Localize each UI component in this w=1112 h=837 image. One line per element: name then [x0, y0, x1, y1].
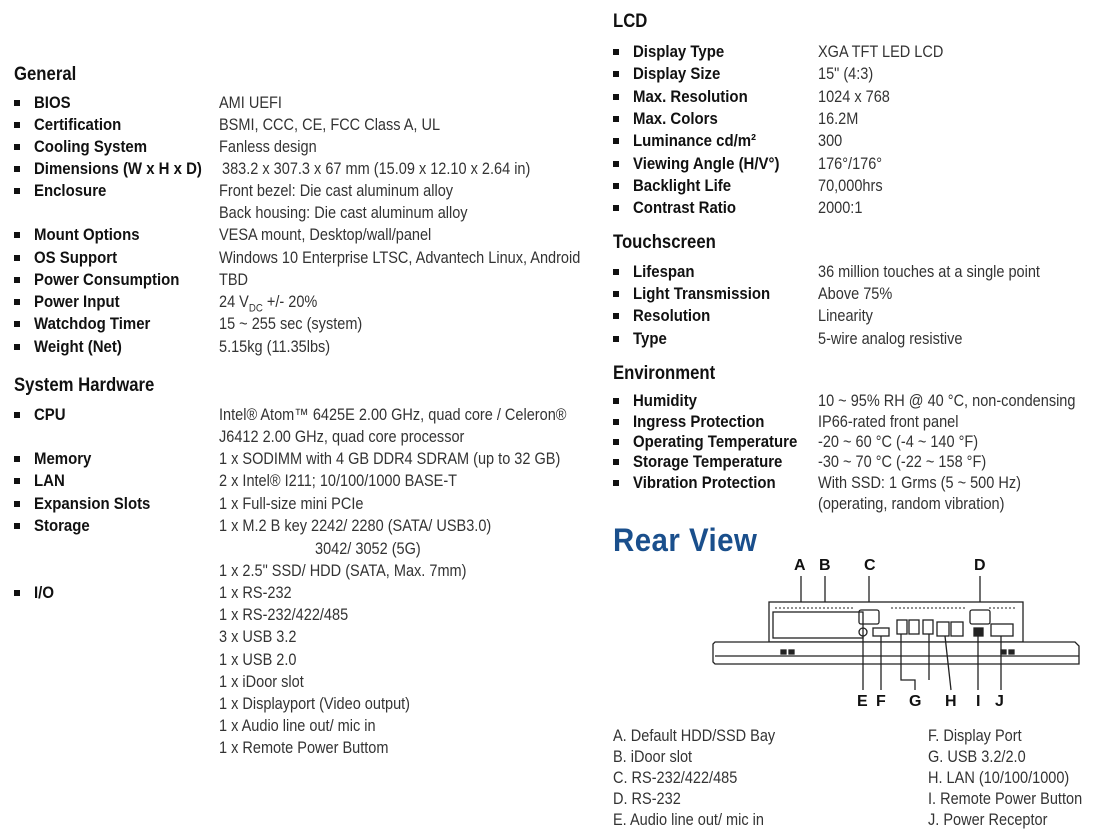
spec-value: 2 x Intel® I211; 10/100/1000 BASE-T: [219, 472, 458, 490]
rear-panel-diagram: [705, 572, 1095, 697]
spec-label: BIOS: [34, 93, 71, 112]
bullet: [14, 144, 20, 150]
spec-label: Light Transmission: [633, 284, 771, 304]
spec-label: Power Consumption: [34, 270, 180, 289]
spec-value: -30 ~ 70 °C (-22 ~ 158 °F): [818, 453, 987, 471]
bullet: [14, 456, 20, 462]
legend-item: G. USB 3.2/2.0: [928, 748, 1026, 766]
legend-item: J. Power Receptor: [928, 811, 1048, 829]
spec-label: Backlight Life: [633, 175, 732, 195]
bullet: [613, 419, 619, 425]
bullet: [14, 321, 20, 327]
spec-value: 1 x Displayport (Video output): [219, 695, 411, 713]
spec-value: 1 x Full-size mini PCIe: [219, 495, 364, 513]
spec-value: 1 x Audio line out/ mic in: [219, 717, 376, 736]
spec-value: 1 x RS-232: [219, 584, 292, 602]
spec-value: 1 x RS-232/422/485: [219, 606, 349, 625]
bullet: [613, 116, 619, 122]
diagram-label-h: H: [945, 693, 957, 710]
spec-label: Watchdog Timer: [34, 314, 151, 333]
legend-item: I. Remote Power Button: [928, 790, 1083, 808]
bullet: [14, 299, 20, 305]
bullet: [14, 478, 20, 484]
spec-value: 1 x 2.5" SSD/ HDD (SATA, Max. 7mm): [219, 562, 467, 580]
spec-value: With SSD: 1 Grms (5 ~ 500 Hz): [818, 474, 1021, 492]
spec-value: Intel® Atom™ 6425E 2.00 GHz, quad core / Celeron®: [219, 406, 567, 424]
bullet: [613, 398, 619, 404]
spec-value: 1 x Remote Power Buttom: [219, 739, 389, 758]
bullet: [613, 138, 619, 144]
spec-label: Luminance cd/m²: [633, 131, 757, 151]
spec-label: Type: [633, 328, 667, 348]
spec-label: Memory: [34, 449, 92, 468]
legend-item: E. Audio line out/ mic in: [613, 811, 764, 829]
spec-value: XGA TFT LED LCD: [818, 43, 944, 61]
bullet: [613, 183, 619, 189]
bullet: [14, 277, 20, 283]
legend-item: B. iDoor slot: [613, 748, 693, 766]
bullet: [613, 269, 619, 275]
spec-label: Contrast Ratio: [633, 198, 737, 218]
spec-value: 1 x USB 2.0: [219, 650, 297, 669]
spec-value: TBD: [219, 271, 249, 289]
spec-label: Viewing Angle (H/V°): [633, 153, 780, 173]
spec-value: Windows 10 Enterprise LTSC, Advantech Linux, Android: [219, 249, 581, 267]
spec-label: Ingress Protection: [633, 412, 765, 431]
bullet: [613, 439, 619, 445]
spec-value: BSMI, CCC, CE, FCC Class A, UL: [219, 116, 441, 134]
spec-value: 36 million touches at a single point: [818, 263, 1040, 281]
spec-value: 1 x M.2 B key 2242/ 2280 (SATA/ USB3.0): [219, 517, 492, 535]
spec-value: Above 75%: [818, 285, 893, 304]
bullet: [14, 100, 20, 106]
spec-value: 176°/176°: [818, 154, 883, 173]
diagram-label-a: A: [794, 557, 806, 574]
spec-label: I/O: [34, 583, 54, 602]
spec-value: Fanless design: [219, 138, 317, 156]
spec-value: 300: [818, 132, 843, 151]
spec-label: Lifespan: [633, 262, 695, 281]
spec-label: Dimensions (W x H x D): [34, 159, 202, 178]
diagram-label-c: C: [864, 557, 876, 574]
spec-label: Humidity: [633, 391, 698, 410]
spec-value: (operating, random vibration): [818, 495, 1005, 513]
spec-value: 3 x USB 3.2: [219, 628, 297, 647]
spec-value: Linearity: [818, 307, 873, 326]
bullet: [14, 501, 20, 507]
spec-label: Expansion Slots: [34, 494, 151, 513]
spec-label: Operating Temperature: [633, 432, 798, 451]
bullet: [613, 49, 619, 55]
spec-value: Back housing: Die cast aluminum alloy: [219, 204, 468, 222]
spec-value: 70,000hrs: [818, 176, 883, 195]
diagram-label-g: G: [909, 693, 922, 710]
spec-label: OS Support: [34, 248, 118, 267]
spec-value: 15" (4:3): [818, 65, 874, 84]
legend-item: D. RS-232: [613, 790, 681, 808]
bullet: [613, 313, 619, 319]
spec-label: Cooling System: [34, 137, 148, 156]
diagram-label-b: B: [819, 557, 831, 574]
spec-label: Enclosure: [34, 181, 107, 200]
spec-label: Display Type: [633, 42, 725, 61]
diagram-label-f: F: [876, 693, 886, 710]
spec-label: Display Size: [633, 64, 721, 84]
spec-value: 1 x SODIMM with 4 GB DDR4 SDRAM (up to 32 GB): [219, 450, 561, 468]
spec-value: 3042/ 3052 (5G): [315, 540, 421, 558]
spec-value: 16.2M: [818, 109, 859, 128]
general-title: General: [14, 64, 77, 85]
bullet: [613, 161, 619, 167]
diagram-label-j: J: [995, 693, 1004, 710]
spec-value: -20 ~ 60 °C (-4 ~ 140 °F): [818, 433, 979, 451]
spec-value: 5-wire analog resistive: [818, 329, 963, 348]
spec-value: 15 ~ 255 sec (system): [219, 315, 363, 333]
bullet: [14, 255, 20, 261]
bullet: [613, 480, 619, 486]
spec-value: J6412 2.00 GHz, quad core processor: [219, 428, 465, 446]
bullet: [613, 459, 619, 465]
spec-label: Mount Options: [34, 225, 140, 244]
lcd-title: LCD: [613, 11, 648, 32]
bullet: [613, 336, 619, 342]
system-hardware-title: System Hardware: [14, 375, 155, 396]
spec-value: 1024 x 768: [818, 87, 890, 106]
legend-item: C. RS-232/422/485: [613, 769, 738, 787]
spec-value: 24 $V_{DC}$ +/- 20%: [219, 293, 318, 315]
bullet: [613, 205, 619, 211]
spec-label: LAN: [34, 471, 65, 490]
bullet: [14, 344, 20, 350]
spec-label: Vibration Protection: [633, 473, 776, 492]
diagram-label-i: I: [976, 693, 981, 710]
bullet: [14, 590, 20, 596]
spec-value: 1 x iDoor slot: [219, 672, 304, 691]
spec-label: Storage: [34, 516, 90, 535]
spec-label: Max. Resolution: [633, 86, 748, 106]
spec-value: 2000:1: [818, 199, 863, 218]
spec-label: Max. Colors: [633, 108, 718, 128]
touchscreen-title: Touchscreen: [613, 232, 716, 253]
bullet: [14, 523, 20, 529]
spec-label: Power Input: [34, 292, 120, 311]
spec-value: 5.15kg (11.35lbs): [219, 338, 331, 356]
bullet: [14, 188, 20, 194]
spec-label: Weight (Net): [34, 337, 122, 356]
bullet: [14, 122, 20, 128]
spec-label: Certification: [34, 115, 122, 134]
spec-value: AMI UEFI: [219, 94, 282, 112]
diagram-label-d: D: [974, 557, 986, 574]
bullet: [613, 94, 619, 100]
legend-item: H. LAN (10/100/1000): [928, 769, 1070, 787]
spec-value: 10 ~ 95% RH @ 40 °C, non-condensing: [818, 392, 1076, 410]
bullet: [613, 291, 619, 297]
spec-value: IP66-rated front panel: [818, 413, 959, 431]
diagram-label-e: E: [857, 693, 868, 710]
spec-label: Resolution: [633, 306, 711, 326]
spec-value: VESA mount, Desktop/wall/panel: [219, 226, 432, 244]
spec-label: Storage Temperature: [633, 452, 783, 471]
bullet: [613, 71, 619, 77]
spec-value: 383.2 x 307.3 x 67 mm (15.09 x 12.10 x 2.64 in): [222, 160, 531, 178]
legend-item: A. Default HDD/SSD Bay: [613, 727, 776, 745]
bullet: [14, 166, 20, 172]
legend-item: F. Display Port: [928, 727, 1022, 745]
spec-label: CPU: [34, 405, 66, 424]
rear-view-title: Rear View: [613, 522, 758, 558]
bullet: [14, 412, 20, 418]
bullet: [14, 232, 20, 238]
spec-value: Front bezel: Die cast aluminum alloy: [219, 182, 454, 200]
environment-title: Environment: [613, 363, 716, 384]
